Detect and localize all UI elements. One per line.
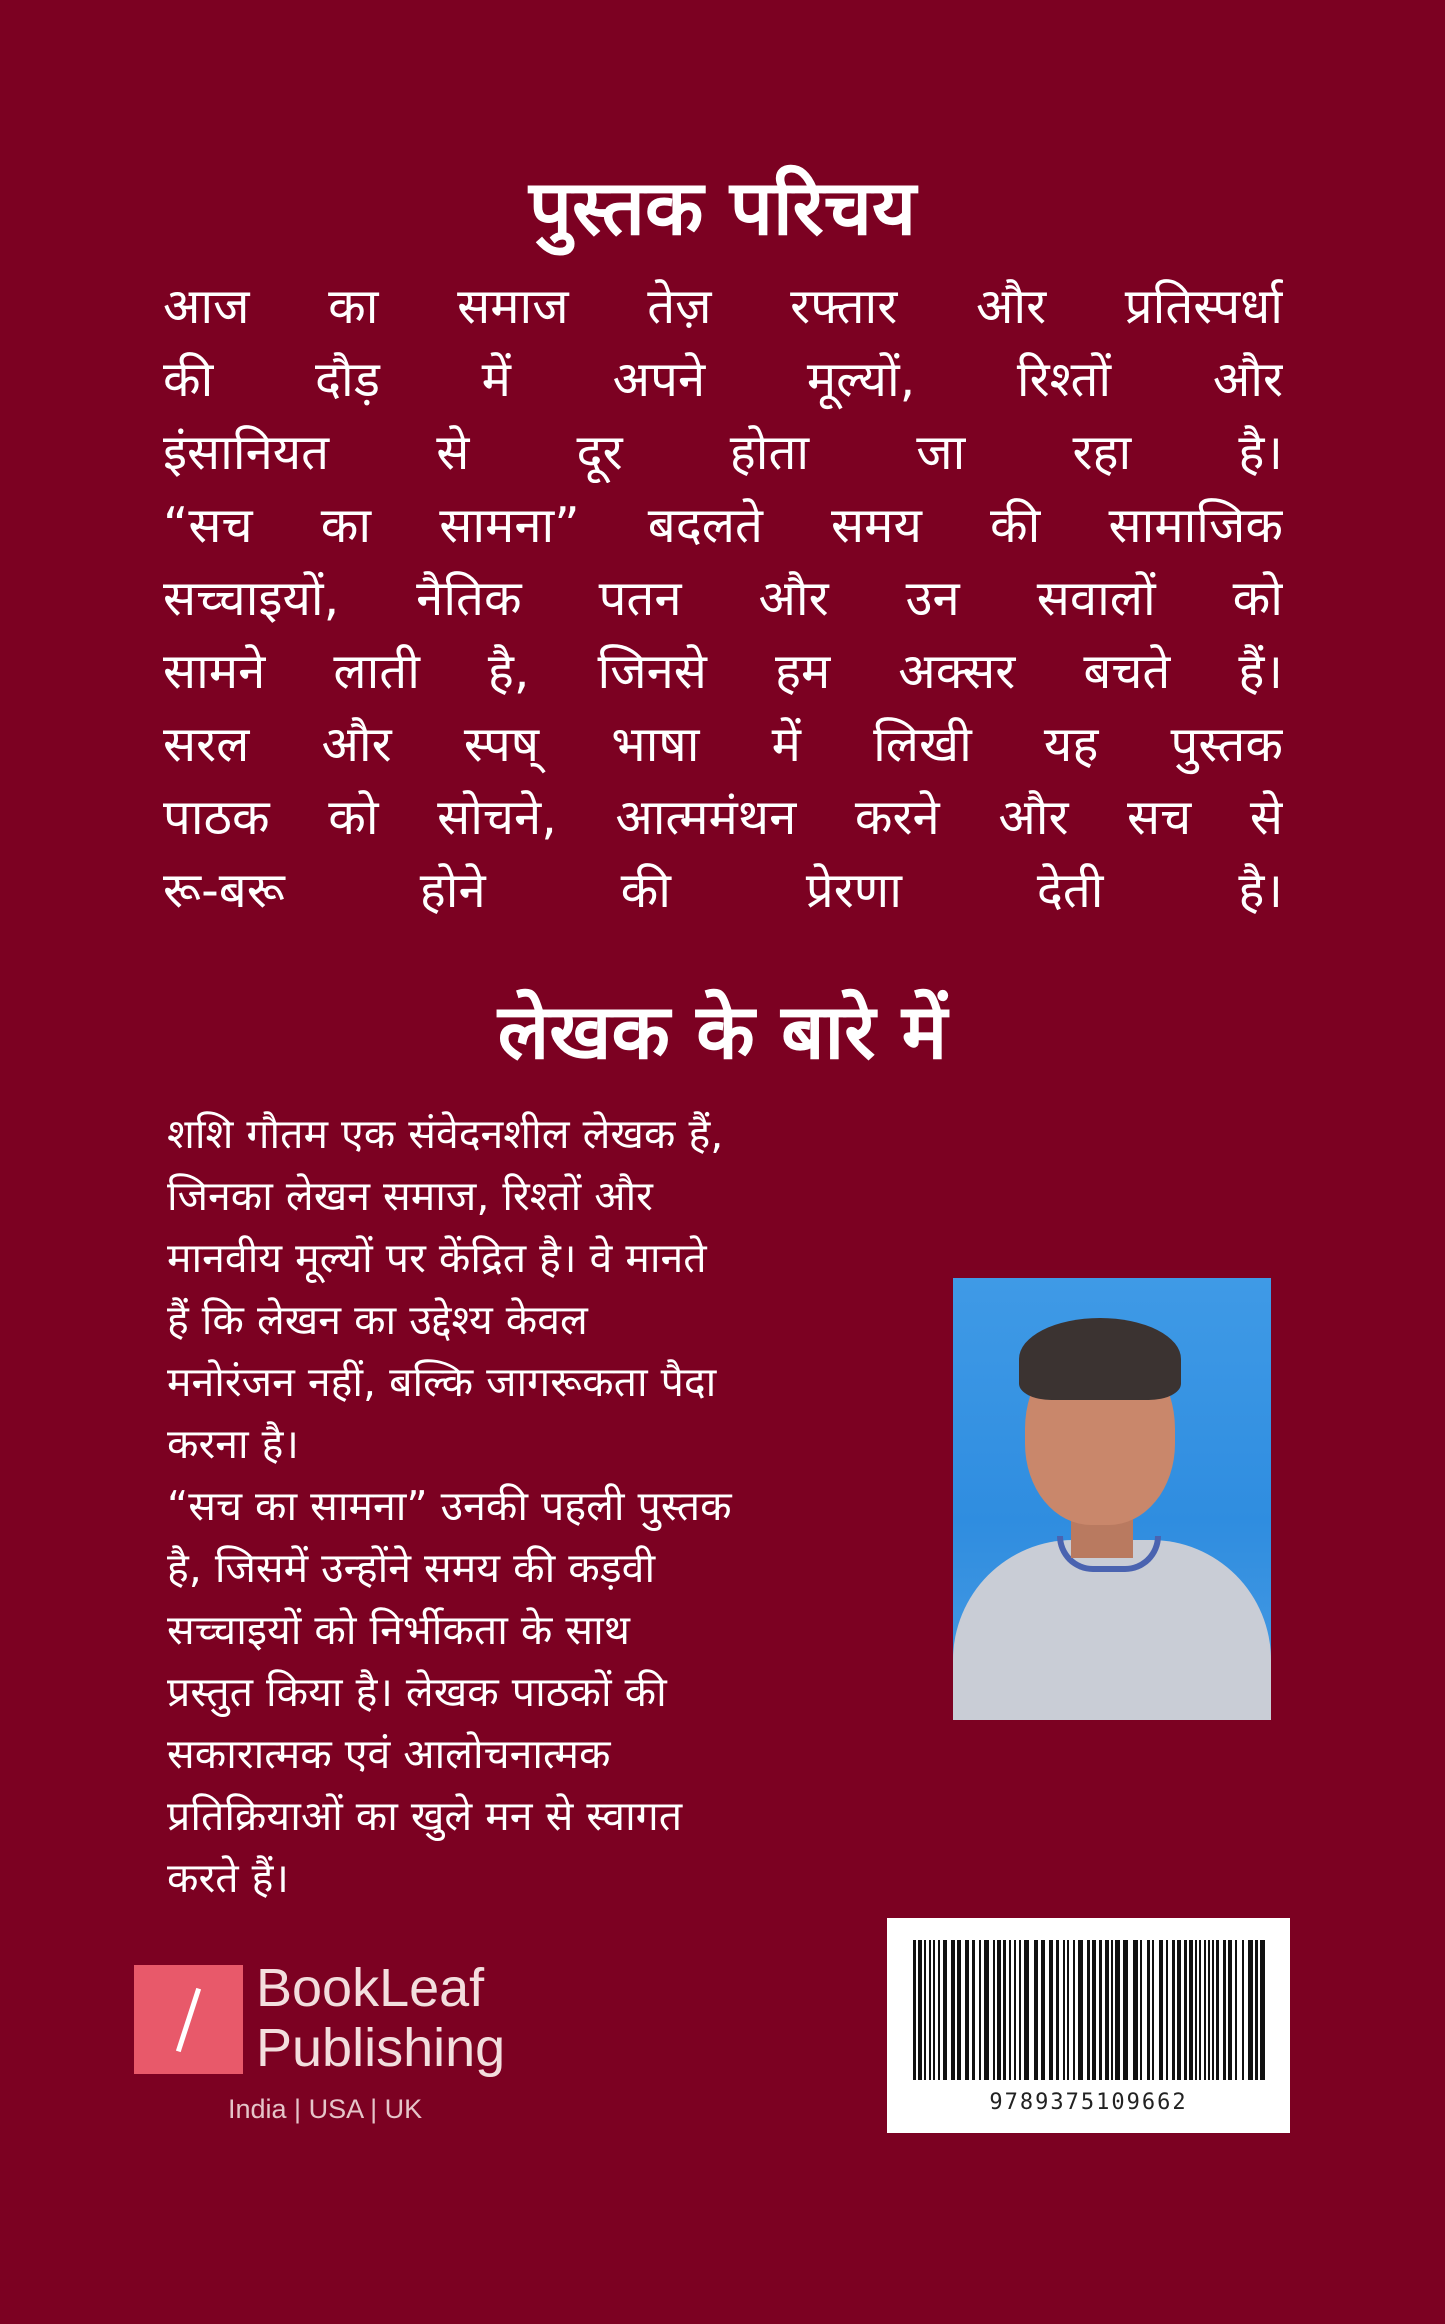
barcode-bars <box>909 1940 1268 2080</box>
intro-line: सच्चाइयों, नैतिक पतन और उन सवालों को <box>163 570 1283 627</box>
intro-line: सामने लाती है, जिनसे हम अक्सर बचते हैं। <box>163 643 1283 700</box>
author-bio-line: सकारात्मक एवं आलोचनात्मक <box>167 1730 611 1778</box>
author-bio-line: मानवीय मूल्यों पर केंद्रित है। वे मानते <box>167 1234 707 1282</box>
intro-line: रू-बरू होने की प्रेरणा देती है। <box>163 862 1283 919</box>
book-intro-heading: पुस्तक परिचय <box>528 163 917 252</box>
author-bio-line: है, जिसमें उन्होंने समय की कड़वी <box>167 1544 656 1592</box>
intro-line: पाठक को सोचने, आत्ममंथन करने और सच से <box>163 789 1283 846</box>
author-bio-line: जिनका लेखन समाज, रिश्तों और <box>167 1172 653 1220</box>
intro-line: सरल और स्पष् भाषा में लिखी यह पुस्तक <box>163 716 1283 773</box>
author-bio-line: करते हैं। <box>167 1854 289 1902</box>
author-bio-line: “सच का सामना” उनकी पहली पुस्तक <box>167 1482 732 1530</box>
intro-line: “सच का सामना” बदलते समय की सामाजिक <box>163 497 1283 554</box>
isbn-barcode <box>887 1918 1290 2133</box>
author-photo <box>953 1278 1271 1720</box>
author-bio-line: मनोरंजन नहीं, बल्कि जागरूकता पैदा <box>167 1358 717 1406</box>
publisher-regions: India | USA | UK <box>228 2094 423 2124</box>
author-bio-line: सच्चाइयों को निर्भीकता के साथ <box>167 1606 630 1654</box>
author-bio-line: करना है। <box>167 1420 299 1468</box>
intro-line: आज का समाज तेज़ रफ्तार और प्रतिस्पर्धा <box>163 278 1283 335</box>
intro-line: इंसानियत से दूर होता जा रहा है। <box>163 424 1283 481</box>
author-bio-line: शशि गौतम एक संवेदनशील लेखक हैं, <box>167 1110 724 1158</box>
intro-line: की दौड़ में अपने मूल्यों, रिश्तों और <box>163 351 1283 408</box>
publisher-name-line2: Publishing <box>256 2018 506 2078</box>
author-bio-line: प्रतिक्रियाओं का खुले मन से स्वागत <box>167 1792 683 1840</box>
about-author-heading: लेखक के बारे में <box>497 987 948 1076</box>
author-bio-line: हैं कि लेखन का उद्देश्य केवल <box>167 1296 588 1344</box>
author-bio-line: प्रस्तुत किया है। लेखक पाठकों की <box>167 1668 667 1716</box>
publisher-logo-icon <box>134 1965 243 2074</box>
publisher-name-line1: BookLeaf <box>256 1958 485 2018</box>
isbn-number: 9789375109662 <box>989 2090 1188 2115</box>
